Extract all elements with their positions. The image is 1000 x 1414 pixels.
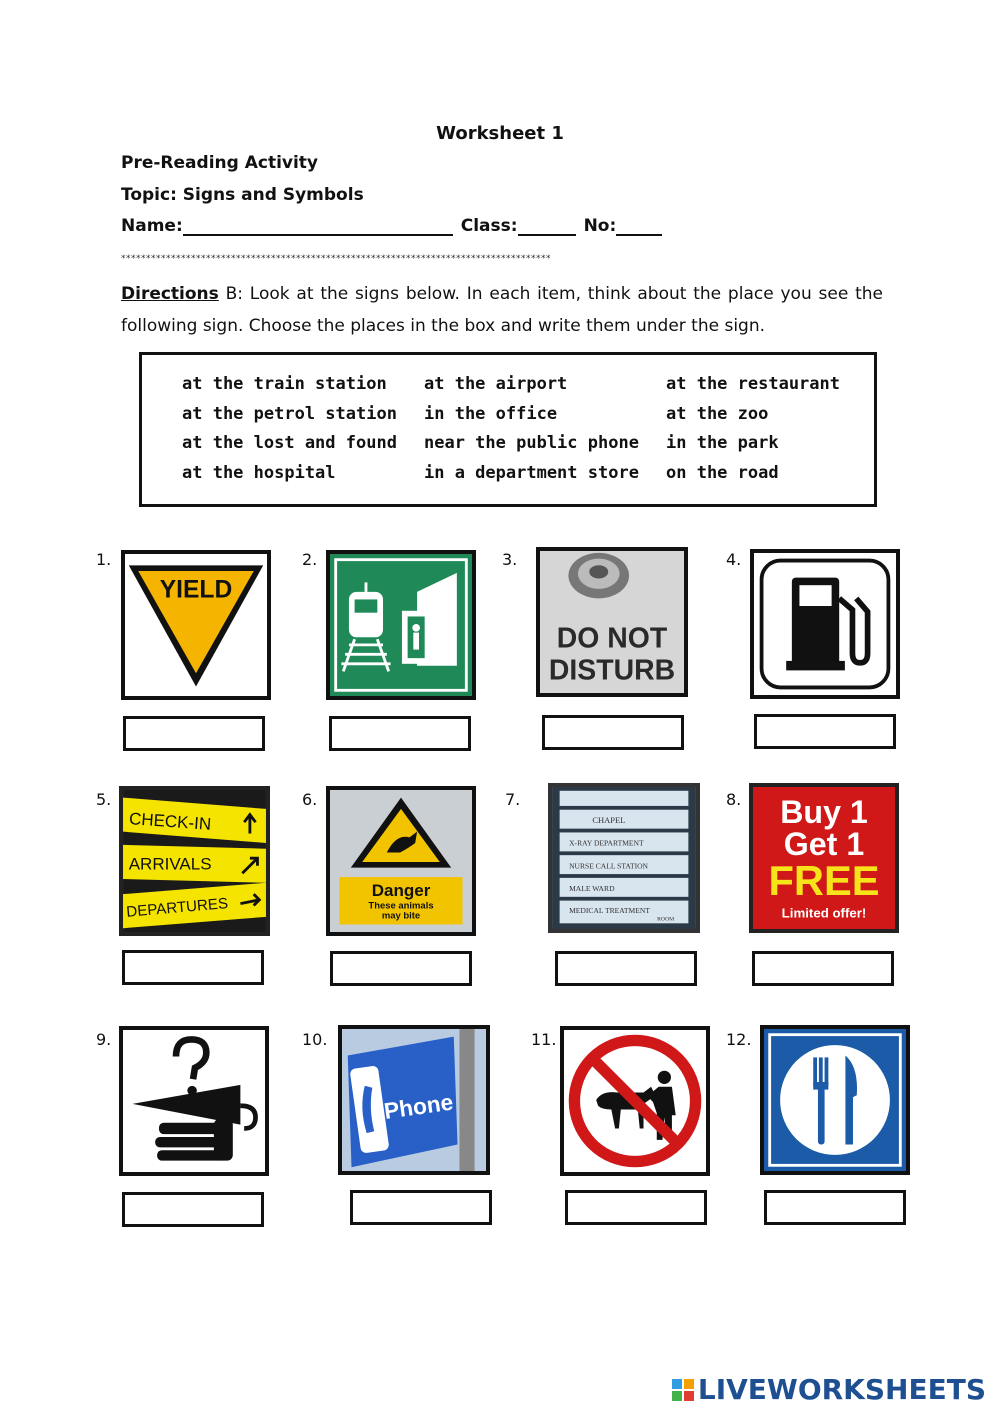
male-ward-text: MALE WARD [569,884,615,894]
limited-text: Limited offer! [781,905,867,921]
answer-box-5[interactable] [122,950,264,985]
name-class-row [121,216,670,236]
airport-direction-icon [123,790,266,932]
liveworksheets-logo [672,1373,986,1406]
item-number: 2. [302,550,318,569]
danger-text: Danger [371,881,431,901]
train-platform-icon [330,554,472,696]
word-option: on the road [666,463,779,483]
no-label: No: [583,216,617,236]
answer-box-1[interactable] [123,716,265,751]
lost-and-found-sign [119,1026,269,1176]
get-text: Get 1 [783,826,865,863]
worksheet-title: Worksheet 1 [436,123,564,144]
petrol-station-sign [750,549,900,699]
yield-sign-icon [125,554,267,696]
buy-one-get-one-icon [753,787,895,929]
fork-knife-icon [764,1029,906,1171]
departures-text: DEPARTURES [125,895,229,921]
word-option: at the zoo [666,404,769,424]
word-option: near the public phone [424,433,639,453]
directions-label: Directions [121,284,219,304]
hospital-directory-icon [552,787,696,929]
phone-sign-icon [342,1029,486,1171]
free-text: FREE [768,856,880,904]
airport-sign [119,786,270,936]
lost-umbrella-icon [123,1030,265,1172]
yield-text: YIELD [159,576,233,604]
directions-text: B: Look at the signs below. In each item, think about the place you see the following sign. Choose the places in the box and write them under the sign. [121,284,883,336]
class-label: Class: [460,216,518,236]
item-number: 8. [726,790,742,809]
item-number: 5. [96,790,112,809]
word-option: at the train station [182,374,387,394]
animals-bite-text: These animals [368,900,434,912]
phone-text: Phone [382,1088,455,1124]
directions [121,278,883,342]
name-field[interactable] [183,216,453,236]
word-option: at the airport [424,374,568,394]
item-number: 1. [96,550,112,569]
answer-box-6[interactable] [330,951,472,986]
do-not-disturb-sign [536,547,688,697]
train-station-sign [326,550,476,700]
no-dogs-sign [560,1026,710,1176]
fuel-pump-icon [754,553,896,695]
answer-box-12[interactable] [764,1190,906,1225]
word-option: in the park [666,433,779,453]
separator-stars: ************************************************************************************** [121,254,551,264]
answer-box-8[interactable] [752,951,894,986]
word-option: at the petrol station [182,404,397,424]
item-number: 3. [502,550,518,569]
answer-box-9[interactable] [122,1192,264,1227]
item-number: 4. [726,550,742,569]
name-label: Name: [121,216,183,236]
topic-heading: Topic: Signs and Symbols [121,185,364,205]
yield-sign [121,550,271,700]
danger-bite-icon [330,790,472,932]
pre-reading-heading: Pre-Reading Activity [121,153,319,173]
answer-box-4[interactable] [754,714,896,749]
word-option: at the lost and found [182,433,397,453]
item-number: 11. [531,1030,557,1049]
item-number: 6. [302,790,318,809]
word-option: in a department store [424,463,639,483]
answer-box-3[interactable] [542,715,684,750]
answer-box-2[interactable] [329,716,471,751]
item-number: 12. [726,1030,752,1049]
logo-mark-icon [672,1379,694,1401]
answer-box-11[interactable] [565,1190,707,1225]
nurse-text: NURSE CALL STATION [569,861,649,871]
sale-sign [749,783,899,933]
item-number: 7. [505,790,521,809]
chapel-text: CHAPEL [592,814,626,825]
item-number: 9. [96,1030,112,1049]
item-number: 10. [302,1030,328,1049]
do-not-text: DO NOT [556,622,668,655]
may-bite-text: may bite [381,910,421,922]
restaurant-sign [760,1025,910,1175]
word-option: in the office [424,404,558,424]
answer-box-7[interactable] [555,951,697,986]
buy-text: Buy 1 [780,793,868,830]
answer-box-10[interactable] [350,1190,492,1225]
word-box [139,352,877,507]
room-text: ROOM [657,916,675,923]
door-hanger-icon [540,551,684,693]
arrivals-text: ARRIVALS [128,854,212,874]
class-field[interactable] [518,216,576,236]
no-field[interactable] [616,216,662,236]
zoo-danger-sign [326,786,476,936]
word-option: at the hospital [182,463,336,483]
medical-text: MEDICAL TREATMENT [569,905,650,915]
xray-text: X-RAY DEPARTMENT [569,838,644,848]
public-phone-sign [338,1025,490,1175]
logo-text: LIVEWORKSHEETS [697,1373,986,1406]
no-dogs-icon [564,1030,706,1172]
disturb-text: DISTURB [548,654,676,687]
check-in-text: CHECK-IN [128,809,212,834]
hospital-directory-sign [548,783,700,933]
word-option: at the restaurant [666,374,840,394]
